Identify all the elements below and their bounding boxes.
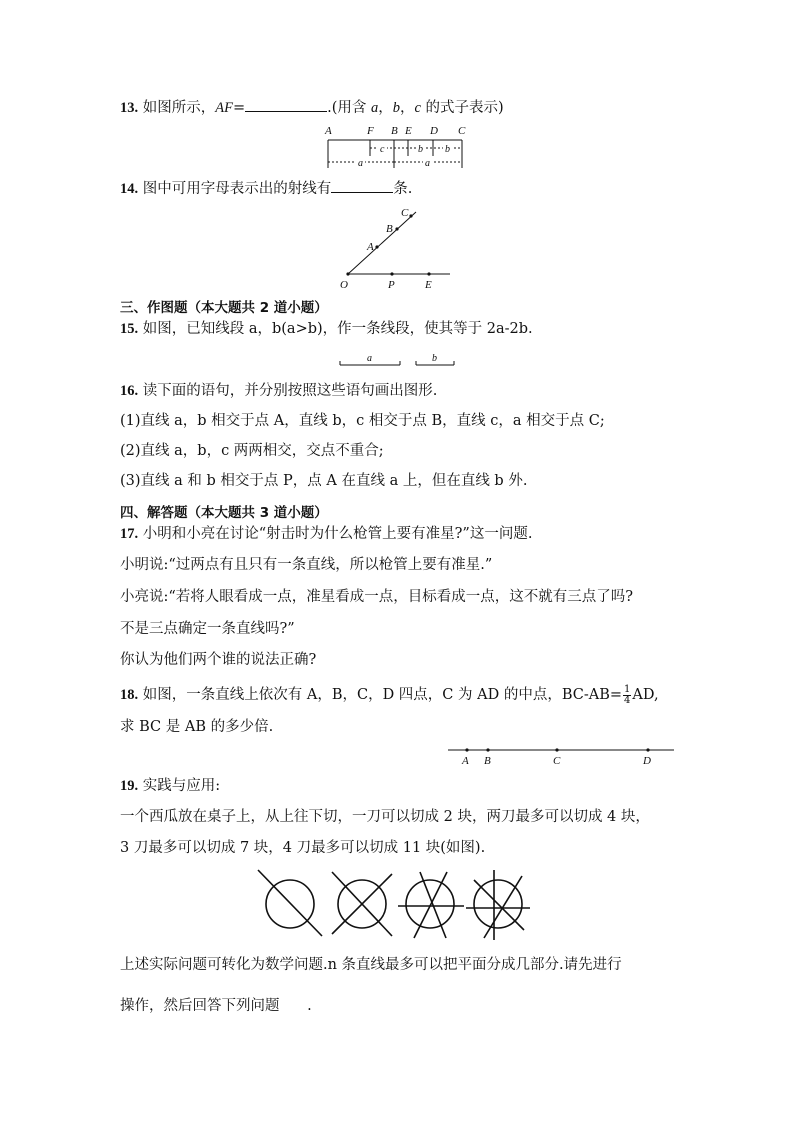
point-label: D [643, 755, 651, 767]
question-18-line: 求 BC 是 AB 的多少倍. [120, 719, 274, 735]
question-number: 14. [120, 181, 139, 197]
point-label: C [401, 207, 409, 219]
fraction [623, 685, 631, 706]
question-17-line: 小明说:“过两点有且只有一条直线，所以枪管上要有准星.” [120, 557, 493, 573]
q14-ray-figure [336, 204, 456, 292]
question-18 [120, 684, 659, 706]
point-label: E [405, 125, 412, 137]
question-15 [120, 319, 533, 339]
point-label: A [462, 755, 469, 767]
question-number: 17. [120, 526, 139, 542]
question-17-line: 不是三点确定一条直线吗?” [120, 621, 295, 637]
point-label: A [367, 241, 374, 253]
answer-blank[interactable] [245, 97, 327, 112]
question-17-line: 小亮说:“若将人眼看成一点，准星看成一点，目标看成一点，这不就有三点了吗? [120, 589, 634, 605]
q13-segment-figure [320, 122, 470, 170]
question-16-item: (1)直线 a，b 相交于点 A，直线 b，c 相交于点 B，直线 c，a 相交于点 C; [120, 413, 605, 429]
point-label: A [325, 125, 332, 137]
question-number: 16. [120, 383, 139, 399]
separator: ， [400, 100, 415, 116]
cut-diagram-1 [258, 870, 322, 936]
question-13 [120, 97, 504, 118]
segment-label: b [445, 144, 450, 155]
question-19 [120, 776, 220, 796]
section-heading: 三、作图题（本大题共 2 道小题） [120, 300, 328, 316]
point-label: C [458, 125, 466, 137]
question-19-line: 操作，然后回答下列问题 . [120, 998, 312, 1014]
q15-segments-figure [338, 350, 458, 372]
point-label: P [388, 279, 395, 291]
point-label: E [425, 279, 432, 291]
question-19-line: 上述实际问题可转化为数学问题.n 条直线最多可以把平面分成几部分.请先进行 [120, 957, 622, 973]
question-number: 18. [120, 687, 139, 703]
point-label: B [386, 223, 393, 235]
point-label: F [367, 125, 374, 137]
question-text: AD, [632, 687, 659, 703]
separator: ， [378, 100, 393, 116]
fraction-denominator: 4 [624, 694, 631, 706]
question-number: 19. [120, 778, 139, 794]
point-label: D [430, 125, 438, 137]
segment-label: c [380, 144, 385, 155]
cut-diagram-3 [398, 872, 464, 938]
question-text: 图中可用字母表示出的射线有 [138, 181, 332, 197]
math-var: b [392, 100, 400, 116]
question-19-line: 3 刀最多可以切成 7 块，4 刀最多可以切成 11 块(如图). [120, 840, 486, 856]
equals-sign: = [232, 100, 246, 116]
math-var: a [371, 100, 379, 116]
question-text: .(用含 [327, 100, 371, 116]
question-number: 13. [120, 100, 139, 116]
question-text: 条. [393, 181, 413, 197]
question-17 [120, 524, 532, 544]
question-17-line: 你认为他们两个谁的说法正确? [120, 652, 317, 668]
point-label: B [391, 125, 398, 137]
question-number: 15. [120, 321, 139, 337]
math-var: c [414, 100, 421, 116]
cut-diagram-2 [332, 872, 392, 936]
segment-label: b [418, 144, 423, 155]
math-var: AF [215, 100, 233, 116]
question-19-line: 一个西瓜放在桌子上，从上往下切，一刀可以切成 2 块，两刀最多可以切成 4 块， [120, 809, 650, 825]
question-text: 如图，一条直线上依次有 A，B，C，D 四点，C 为 AD 的中点，BC-AB= [138, 687, 623, 703]
question-text: 如图所示， [138, 100, 216, 116]
question-text: 的式子表示) [420, 100, 504, 116]
segment-label: a [425, 158, 430, 169]
q18-line-figure [446, 742, 676, 768]
question-16-item: (3)直线 a 和 b 相交于点 P，点 A 在直线 a 上，但在直线 b 外. [120, 473, 528, 489]
question-16 [120, 381, 437, 401]
segment-label: b [432, 353, 437, 364]
q19-watermelon-cuts-figure [252, 864, 552, 944]
question-text: 如图，已知线段 a，b(a>b)，作一条线段，使其等于 2a-2b. [138, 321, 533, 337]
answer-blank[interactable] [331, 178, 393, 193]
fraction-numerator: 1 [624, 683, 631, 695]
point-label: O [340, 279, 348, 291]
point-label: B [484, 755, 491, 767]
question-14 [120, 178, 412, 199]
question-16-item: (2)直线 a，b，c 两两相交，交点不重合; [120, 443, 384, 459]
question-text: 读下面的语句，并分别按照这些语句画出图形. [138, 383, 438, 399]
cut-diagram-4 [466, 870, 530, 940]
question-text: 实践与应用: [138, 778, 221, 794]
segment-label: a [367, 353, 372, 364]
point-label: C [553, 755, 561, 767]
question-text: 小明和小亮在讨论“射击时为什么枪管上要有准星?”这一问题. [138, 526, 533, 542]
segment-label: a [358, 158, 363, 169]
section-heading: 四、解答题（本大题共 3 道小题） [120, 505, 328, 521]
